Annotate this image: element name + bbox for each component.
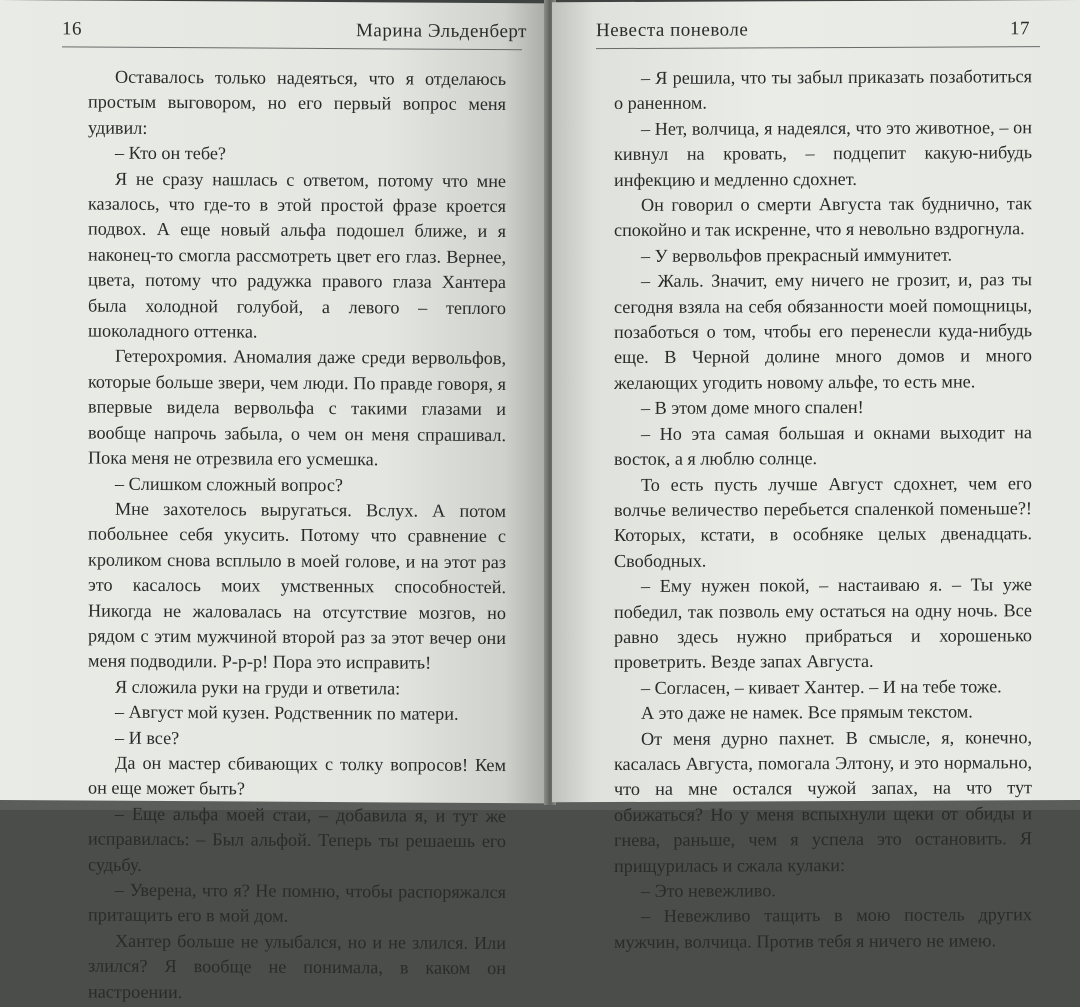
paragraph: – И все? — [115, 727, 180, 748]
paragraph: – Согласен, – кивает Хантер. – И на тебе тоже. — [641, 676, 1002, 698]
paragraph: – Ему нужен покой, – настаиваю я. – Ты уже победил, так позволь ему остаться на одну ночь. Все равно здесь нужно прибраться и хорошенько проветрить. Везде запах Августа. — [614, 574, 1032, 673]
paragraph: – Но эта самая большая и окнами выходит на восток, а я люблю солнце. — [614, 421, 1032, 470]
paragraph: От меня дурно пахнет. В смысле, я, конечно, касалась Августа, помогала Элтону, и это нормально, что на мне остался чужой запах, на что тут обижаться? Но у меня вспыхнули щеки от обиды и гнева, раньше, чем я успела это остановить. Я прищурилась и сжала кулаки: — [614, 726, 1032, 876]
paragraph: Он говорил о смерти Августа так буднично, так спокойно и так искренне, что я невольно вздрогнула. — [614, 193, 1032, 241]
header-rule — [596, 46, 1040, 49]
paragraph: – В этом доме много спален! — [641, 397, 864, 419]
paragraph: – Еще альфа моей стаи, – добавила я, и тут же исправилась: – Был альфой. Теперь ты решаешь его судьбу. — [88, 803, 506, 875]
paragraph: – Жаль. Значит, ему ничего не грозит, и, раз ты сегодня взяла на себя обязанности моей помощницы, позаботься о том, чтобы его перенесли куда-нибудь еще. В Черной долине много домов и много желающих угодить новому альфе, то есть мне. — [614, 269, 1032, 393]
paragraph: – Август мой кузен. Родственник по матери. — [115, 701, 459, 724]
page-body — [614, 64, 1032, 955]
running-head-author: Марина Эльденберт — [356, 20, 527, 43]
header-rule — [62, 46, 522, 50]
paragraph: – Нет, волчица, я надеялся, что это животное, – он кивнул на кровать, – подцепит какую-нибудь инфекцию и медленно сдохнет. — [614, 117, 1032, 190]
paragraph: – Невежливо тащить в мою постель других мужчин, волчица. Против тебя я ничего не имею. — [614, 904, 1032, 952]
paragraph: Я не сразу нашлась с ответом, потому что мне казалось, что где-то в этой простой фразе кроется подвох. А еще новый альфа подошел ближе, и я наконец-то смогла рассмотреть цвет его глаз. Вернее, цвета, потому что радужка правого глаза Хантера была холодной голубой, а левого – теплого шоколадного оттенка. — [88, 168, 506, 342]
paragraph: А это даже не намек. Все прямым текстом. — [641, 701, 973, 724]
page-body — [88, 65, 506, 1007]
paragraph: – Я решила, что ты забыл приказать позаботиться о раненном. — [614, 66, 1032, 114]
paragraph: Мне захотелось выругаться. Вслух. А потом побольнее себя укусить. Потому что сравнение с кроликом снова всплыло в моей голове, и на этот раз это касалось моих умственных способностей. Никогда не жаловалась на отсутствие мозгов, но рядом с этим мужчиной второй раз за этот вечер они меня подводили. Р-р-р! Пора это исправить! — [88, 498, 506, 673]
paragraph: Оставалось только надеяться, что я отделаюсь простым выговором, но его первый вопрос меня удивил: — [88, 66, 506, 138]
right-page — [552, 0, 1080, 952]
paragraph: То есть пусть лучше Август сдохнет, чем его волчье величество перебьется спаленкой поменьше?! Которых, кстати, в особняке целых двенадцать. Свободных. — [614, 472, 1032, 571]
paragraph: – У вервольфов прекрасный иммунитет. — [641, 244, 953, 266]
paragraph: Гетерохромия. Аномалия даже среди вервольфов, которые больше звери, чем люди. По правде говоря, я впервые видела вервольфа с такими глазами и вообще напрочь забыла, о чем он меня спрашивал. Пока меня не отрезвила его усмешка. — [88, 346, 506, 470]
paragraph: – Слишком сложный вопрос? — [115, 473, 343, 495]
paragraph: Да он мастер сбивающих с толку вопросов! Кем он еще может быть? — [88, 752, 506, 799]
page-number: 17 — [1010, 18, 1030, 40]
paragraph: – Это невежливо. — [641, 880, 776, 901]
running-head-title: Невеста поневоле — [596, 19, 749, 42]
paragraph: – Уверена, что я? Не помню, чтобы распоряжался притащить его в мой дом. — [88, 879, 506, 927]
page-number: 16 — [62, 18, 82, 40]
paragraph: Хантер больше не улыбался, но и не злился. Или злился? Я вообще не понимала, в каком он настроении. — [88, 930, 506, 1002]
paragraph: Я сложила руки на груди и ответила: — [115, 676, 401, 699]
paragraph: – Кто он тебе? — [115, 142, 226, 164]
